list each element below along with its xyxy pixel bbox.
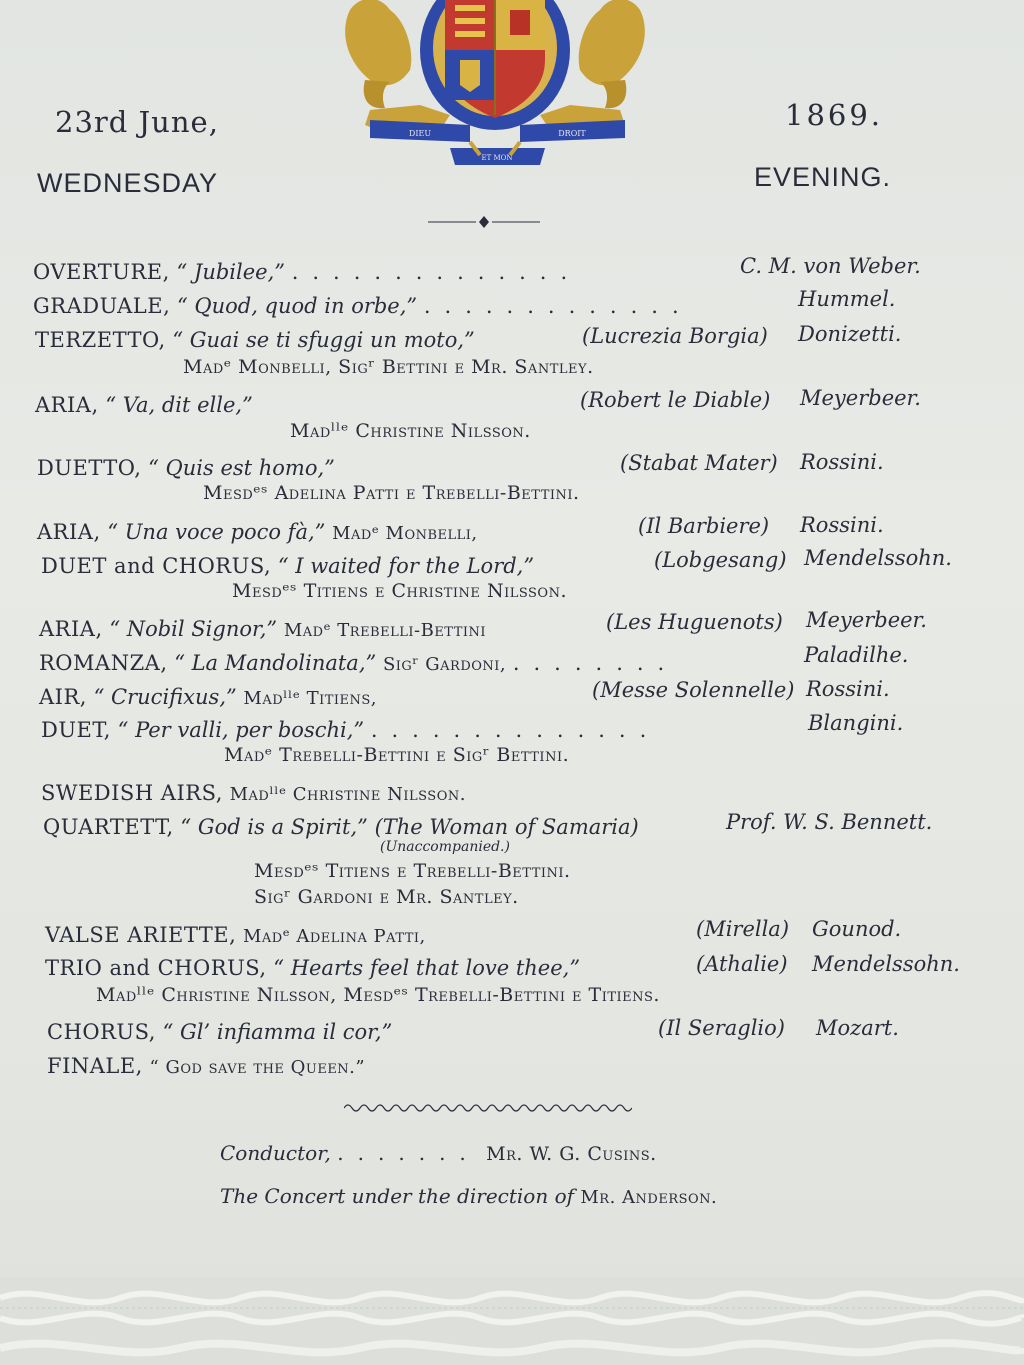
crest-motto-bottom: ET MON bbox=[481, 154, 513, 162]
opera-name: (Messe Solennelle) bbox=[592, 678, 795, 702]
piece-type: ARIA, bbox=[37, 520, 101, 544]
composer: Mendelssohn. bbox=[804, 546, 952, 570]
divider-ornament-icon bbox=[428, 212, 540, 232]
program-row-romanza: ROMANZA, “ La Mandolinata,” Sigʳ Gardoni, ........ bbox=[39, 651, 679, 675]
composer: Hummel. bbox=[798, 287, 896, 311]
opera-name: (Il Barbiere) bbox=[638, 514, 770, 538]
wavy-divider-icon bbox=[344, 1100, 632, 1116]
program-row-terzetto bbox=[35, 328, 475, 352]
composer: Donizetti. bbox=[798, 322, 902, 346]
composer: C. M. von Weber. bbox=[740, 254, 921, 278]
royal-coat-of-arms-icon bbox=[330, 0, 660, 175]
program-row-graduale: GRADUALE, “ Quod, quod in orbe,” ............. bbox=[33, 294, 693, 318]
program-row-aria-3 bbox=[39, 617, 486, 641]
piece-type: ARIA, bbox=[35, 393, 99, 417]
director-name: Mr. Anderson. bbox=[580, 1187, 718, 1208]
concert-time: EVENING. bbox=[754, 162, 892, 192]
performers: Madᵉ Monbelli, bbox=[332, 523, 478, 544]
opera-name: (Stabat Mater) bbox=[620, 451, 778, 475]
program-row-aria-1 bbox=[35, 393, 253, 417]
piece-type: OVERTURE, bbox=[33, 260, 170, 284]
composer: Gounod. bbox=[812, 917, 902, 941]
program-row-duetto bbox=[37, 456, 335, 480]
opera-name: (Athalie) bbox=[696, 952, 788, 976]
piece-title: “ Una voce poco fà,” bbox=[107, 520, 326, 544]
opera-name: (The Woman of Samaria) bbox=[374, 815, 639, 839]
conductor-label: Conductor, bbox=[220, 1141, 331, 1165]
composer: Rossini. bbox=[800, 450, 884, 474]
program-row-chorus bbox=[47, 1020, 392, 1044]
program-row-aria-2 bbox=[37, 520, 478, 544]
program-row-trio-chorus bbox=[45, 956, 580, 980]
program-row-quartett bbox=[43, 815, 639, 839]
piece-title: “ Jubilee,” bbox=[176, 260, 285, 284]
opera-name: (Robert le Diable) bbox=[580, 388, 771, 412]
piece-title: “ Hearts feel that love thee,” bbox=[273, 956, 581, 980]
conductor-name: Mr. W. G. Cusins. bbox=[486, 1143, 657, 1165]
piece-title: “ God save the Queen.” bbox=[149, 1057, 366, 1078]
program-row-finale bbox=[47, 1054, 365, 1078]
piece-title: “ Quis est homo,” bbox=[148, 456, 335, 480]
performance-note: (Unaccompanied.) bbox=[380, 839, 510, 855]
program-row-valse-ariette bbox=[45, 923, 426, 947]
concert-year: 1869. bbox=[785, 98, 884, 132]
piece-title: “ La Mandolinata,” bbox=[174, 651, 377, 675]
program-row-air bbox=[39, 685, 377, 709]
opera-name: (Lucrezia Borgia) bbox=[582, 324, 768, 348]
performers: Madˡˡᵉ Christine Nilsson. bbox=[229, 784, 466, 805]
program-row-duet-chorus bbox=[41, 554, 534, 578]
piece-title: “ Crucifixus,” bbox=[93, 685, 237, 709]
composer: Blangini. bbox=[808, 711, 904, 735]
piece-type: TRIO and CHORUS, bbox=[45, 956, 267, 980]
piece-title: “ Per valli, per boschi,” bbox=[117, 718, 365, 742]
piece-type: QUARTETT, bbox=[43, 815, 174, 839]
crest-motto-left: DIEU bbox=[408, 129, 432, 138]
program-row-overture: OVERTURE, “ Jubilee,” .............. bbox=[33, 260, 582, 284]
composer: Paladilhe. bbox=[804, 643, 909, 667]
piece-title: “ Quod, quod in orbe,” bbox=[176, 294, 418, 318]
piece-title: “ I waited for the Lord,” bbox=[277, 554, 535, 578]
piece-type: SWEDISH AIRS, bbox=[41, 781, 223, 805]
performers: Mesdᵉˢ Titiens e Christine Nilsson. bbox=[232, 580, 567, 602]
crest-motto-right: DROIT bbox=[558, 129, 586, 138]
piece-title: “ Nobil Signor,” bbox=[109, 617, 278, 641]
piece-type: AIR, bbox=[39, 685, 87, 709]
performers: Sigʳ Gardoni e Mr. Santley. bbox=[254, 886, 519, 908]
embossed-lace-border bbox=[0, 1278, 1024, 1365]
performers: Mesdᵉˢ Adelina Patti e Trebelli-Bettini. bbox=[203, 482, 580, 504]
piece-type: CHORUS, bbox=[47, 1020, 156, 1044]
direction-line bbox=[220, 1184, 717, 1208]
composer: Mendelssohn. bbox=[812, 952, 960, 976]
performers: Madᵉ Trebelli-Bettini e Sigʳ Bettini. bbox=[224, 744, 570, 766]
composer: Rossini. bbox=[806, 677, 890, 701]
piece-type: DUETTO, bbox=[37, 456, 142, 480]
piece-type: TERZETTO, bbox=[35, 328, 166, 352]
piece-type: DUET, bbox=[41, 718, 111, 742]
performers: Madᵉ Adelina Patti, bbox=[242, 926, 426, 947]
composer: Meyerbeer. bbox=[806, 608, 927, 632]
piece-type: DUET and CHORUS, bbox=[41, 554, 272, 578]
piece-type: FINALE, bbox=[47, 1054, 143, 1078]
concert-date: 23rd June, bbox=[55, 105, 219, 139]
opera-name: (Lobgesang) bbox=[654, 548, 787, 572]
performers: Madˡˡᵉ Christine Nilsson, Mesdᵉˢ Trebelli-Bettini e Titiens. bbox=[96, 984, 660, 1006]
performers: Madˡˡᵉ Titiens, bbox=[243, 688, 378, 709]
piece-title: “ Va, dit elle,” bbox=[105, 393, 253, 417]
program-row-swedish-airs bbox=[41, 781, 466, 805]
direction-text: The Concert under the direction of bbox=[220, 1184, 575, 1208]
opera-name: (Mirella) bbox=[696, 917, 790, 941]
performers: Madᵉ Trebelli-Bettini bbox=[283, 620, 487, 641]
composer: Meyerbeer. bbox=[800, 386, 921, 410]
program-row-duet: DUET, “ Per valli, per boschi,” .............. bbox=[41, 718, 661, 742]
piece-type: GRADUALE, bbox=[33, 294, 171, 318]
composer: Mozart. bbox=[816, 1016, 899, 1040]
performers: Madᵉ Monbelli, Sigʳ Bettini e Mr. Santley. bbox=[183, 356, 594, 378]
composer: Rossini. bbox=[800, 513, 884, 537]
composer: Prof. W. S. Bennett. bbox=[726, 810, 933, 834]
piece-title: “ Gl’ infiamma il cor,” bbox=[162, 1020, 393, 1044]
piece-type: VALSE ARIETTE, bbox=[45, 923, 237, 947]
opera-name: (Les Huguenots) bbox=[606, 610, 783, 634]
performers: Mesdᵉˢ Titiens e Trebelli-Bettini. bbox=[254, 860, 571, 882]
concert-day: WEDNESDAY bbox=[37, 168, 219, 198]
piece-title: “ Guai se ti sfuggi un moto,” bbox=[172, 328, 475, 352]
piece-title: “ God is a Spirit,” bbox=[180, 815, 368, 839]
performers: Sigʳ Gardoni, bbox=[382, 654, 507, 675]
piece-type: ARIA, bbox=[39, 617, 103, 641]
conductor-line: Conductor, ....... Mr. W. G. Cusins. bbox=[220, 1141, 657, 1165]
piece-type: ROMANZA, bbox=[39, 651, 168, 675]
opera-name: (Il Seraglio) bbox=[658, 1016, 785, 1040]
performers: Madˡˡᵉ Christine Nilsson. bbox=[290, 420, 531, 442]
